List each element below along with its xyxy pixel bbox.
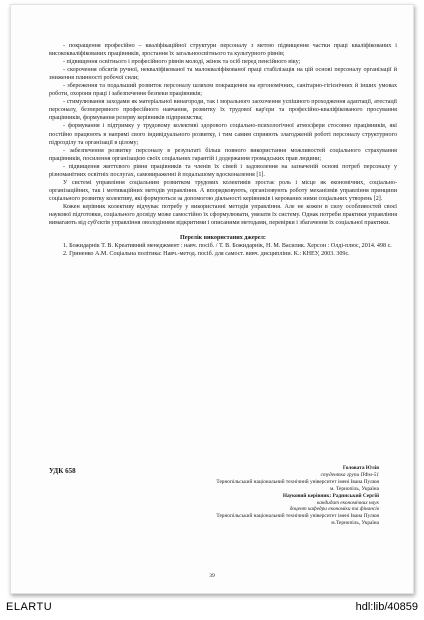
document-page: [10, 4, 414, 594]
paragraph: - формування і підтримку у трудовому колективі здорового соціально-психологічної атмосфери стосовно працівників, які постійно працюють в напрямі свого індивідуального розвитку, і тим самим сприяють злагодженій роботі персоналу структурного підрозділу та організації в цілому;: [49, 123, 397, 146]
advisor-university: Тернопільський національний технічний університет імені Івана Пулюя: [216, 513, 379, 520]
author-university: Тернопільський національний технічний університет імені Івана Пулюя: [216, 478, 379, 485]
page-number: 39: [209, 573, 215, 579]
advisor-name: Радинський Сергій: [332, 492, 379, 499]
paragraph: - збереження та подальший розвиток персоналу шляхом покращення на ергономічних, санітарно-гігієнічних й інших умовах роботи, охорони праці і забезпечення безпеки працівників;: [49, 83, 397, 98]
advisor-position: доцент кафедри економіки та фінансів: [289, 506, 379, 513]
reference-item: 2. Гриненко А.М. Соціальна політика: Навч.-метод. посіб. для самост. вивч. дисципліни. К.: КНЕУ, 2003. 309с.: [63, 251, 350, 258]
paragraph: - підвищення життєвого рівня працівників та членів їх сімей і задоволення на зазначеній основі потреб персоналу у різноманітних освітніх послугах, самовираженні й подальшому вдосконалення [1].: [49, 163, 397, 178]
reference-item: 1. Божидарнік Т. В. Креативний менеджмент : навч. посіб. / Т. В. Божидарнік, Н. М. Василик. Херсон : Олді-плюс, 2014. 498 с.: [63, 243, 392, 250]
advisor-label: Науковий керівник:: [282, 492, 332, 499]
references-title: Перелік використаних джерел:: [180, 235, 266, 242]
author-city: м. Тернопіль, Україна: [329, 485, 379, 492]
author-signature-block: [39, 465, 379, 527]
advisor-degree: кандидат економічних наук: [316, 499, 379, 506]
paragraph: - підвищення освітнього і професійного рівнів молоді, жінок та осіб перед пенсійного віку;: [63, 59, 301, 66]
handle-identifier: hdl:lib/40859: [355, 601, 418, 613]
author-name: Головата Юлія: [342, 465, 379, 471]
advisor-city: м.Тернопіль, Україна: [331, 520, 379, 527]
paragraph: Кожен керівник колективу відчуває потребу у використанні методів управління. Але не кожен в силу особливостей своєї наукової підготовки, соціального досвіду може самостійно їх сформулювати, увязати їх систему. Однак потреби практики управління вимагають від суб'єктів управління оволодінням відкритими і описаними методами, перевірки і збагачення їх соціальної практики.: [49, 203, 397, 227]
author-group: студентка групи ПФм-51: [320, 471, 379, 478]
body-text: [49, 42, 397, 258]
paragraph: У системі управління соціальним розвитком трудових колективів зростає роль і місце як економічних, соціально-організаційних, так і мотиваційних методів управління. А впорядковують, організовують роботу механізмів управління принципи соціального розвитку колективу, які формуються за допомогою діяльності керівників і керованих ними соціальних утворень [2].: [49, 179, 397, 202]
paragraph: - стимулювання заходами як матеріальної винагороди, так і морального заохочення успішного проходження адаптації, атестації персоналу, безперервного професійного навчання, розвитку їх трудової кар'єри та професійно-кваліфікованого просування працівників, формування резерву керівників підприємства;: [49, 99, 397, 122]
paragraph: - покращення професійно – кваліфікаційної структури персоналу з метою підвищення частки праці кваліфікованих і висококваліфікованих працівників, зростання їх загальноосвітнього та культурного рівнів;: [49, 43, 397, 58]
paragraph: - забезпечення розвитку персоналу в результаті більш повного використання можливостей соціального страхування працівників, посилення організацією своїх соціальних гарантій і додержання громадських прав людини;: [49, 147, 397, 162]
repository-footer: [0, 598, 424, 620]
udk-code: УДК 658: [49, 467, 76, 475]
paragraph: - скорочення обсягів ручної, некваліфікованої та малокваліфікованої праці стабілізація на цій основі персоналу організації й зниження плинності робочої сили;: [49, 67, 397, 82]
repository-name: ELARTU: [6, 601, 53, 613]
